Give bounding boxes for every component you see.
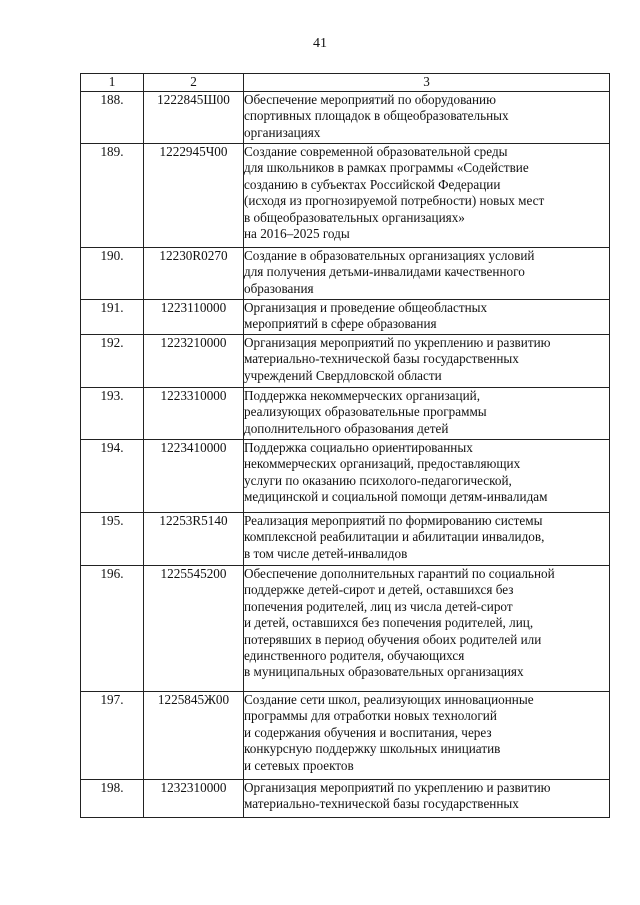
description-line: попечения родителей, лиц из числа детей-сирот (244, 598, 513, 614)
description-line: для школьников в рамках программы «Содействие (244, 160, 529, 176)
description-line: спортивных площадок в общеобразовательных (244, 108, 509, 124)
description-line: услуги по оказанию психолого-педагогической, (244, 472, 512, 488)
budget-code: 12230R0270 (144, 248, 244, 300)
description-line: единственного родителя, обучающихся (244, 648, 465, 664)
row-number: 196. (81, 566, 144, 692)
description-line: и содержания обучения и воспитания, через (244, 724, 492, 740)
budget-code: 1223110000 (144, 300, 244, 335)
header-col-3: 3 (244, 74, 610, 92)
row-description (244, 566, 610, 692)
description-line: поддержке детей-сирот и детей, оставшихся без (244, 582, 514, 598)
table-row (81, 566, 610, 692)
table-row (81, 335, 610, 388)
description-line: мероприятий в сфере образования (244, 316, 437, 332)
budget-code: 1223410000 (144, 440, 244, 513)
table-row (81, 388, 610, 440)
description-line: на 2016–2025 годы (244, 226, 350, 242)
description-line: медицинской и социальной помощи детям-инвалидам (244, 489, 548, 505)
description-line: дополнительного образования детей (244, 420, 449, 436)
row-number: 198. (81, 780, 144, 818)
budget-code-table (80, 73, 610, 818)
budget-code: 1232310000 (144, 780, 244, 818)
description-line: для получения детьми-инвалидами качественного (244, 264, 525, 280)
row-description (244, 692, 610, 780)
table-row (81, 780, 610, 818)
description-line: комплексной реабилитации и абилитации инвалидов, (244, 529, 545, 545)
description-line: программы для отработки новых технологий (244, 708, 497, 724)
row-number: 197. (81, 692, 144, 780)
description-line: некоммерческих организаций, предоставляющих (244, 456, 521, 472)
row-number: 191. (81, 300, 144, 335)
description-line: Обеспечение дополнительных гарантий по социальной (244, 566, 555, 581)
table-body (81, 92, 610, 818)
description-line: Организация мероприятий по укреплению и развитию (244, 335, 551, 350)
page-number: 41 (313, 36, 327, 51)
budget-code: 1225845Ж00 (144, 692, 244, 780)
description-line: конкурсную поддержку школьных инициатив (244, 741, 501, 757)
description-line: материально-технической базы государственных (244, 351, 519, 367)
description-line: в муниципальных образовательных организациях (244, 664, 524, 680)
budget-code: 1222845Ш00 (144, 92, 244, 144)
row-description (244, 335, 610, 388)
row-description (244, 300, 610, 335)
header-col-1: 1 (81, 74, 144, 92)
description-line: Поддержка некоммерческих организаций, (244, 388, 480, 403)
description-line: учреждений Свердловской области (244, 367, 442, 383)
table-row (81, 144, 610, 248)
description-line: и сетевых проектов (244, 757, 354, 773)
row-number: 189. (81, 144, 144, 248)
budget-code: 1223210000 (144, 335, 244, 388)
description-line: материально-технической базы государственных (244, 796, 519, 812)
table-row (81, 440, 610, 513)
row-number: 188. (81, 92, 144, 144)
budget-code: 1222945Ч00 (144, 144, 244, 248)
row-description (244, 513, 610, 566)
description-line: Организация и проведение общеобластных (244, 300, 488, 315)
description-line: Реализация мероприятий по формированию системы (244, 513, 543, 528)
row-number: 195. (81, 513, 144, 566)
description-line: в том числе детей-инвалидов (244, 545, 408, 561)
budget-code: 1223310000 (144, 388, 244, 440)
description-line: Поддержка социально ориентированных (244, 440, 473, 455)
row-description (244, 388, 610, 440)
row-description (244, 780, 610, 818)
table-row (81, 300, 610, 335)
row-number: 190. (81, 248, 144, 300)
description-line: и детей, оставшихся без попечения родителей, лиц, (244, 615, 534, 631)
row-number: 193. (81, 388, 144, 440)
description-line: Создание сети школ, реализующих инновационные (244, 692, 534, 707)
description-line: организациях (244, 124, 321, 140)
description-line: (исходя из прогнозируемой потребности) новых мест (244, 193, 545, 209)
description-line: Создание современной образовательной среды (244, 144, 508, 159)
description-line: Создание в образовательных организациях условий (244, 248, 535, 263)
row-description (244, 144, 610, 248)
row-number: 192. (81, 335, 144, 388)
description-line: созданию в субъектах Российской Федерации (244, 176, 501, 192)
description-line: Обеспечение мероприятий по оборудованию (244, 92, 496, 107)
description-line: образования (244, 280, 314, 296)
description-line: реализующих образовательные программы (244, 404, 487, 420)
row-number: 194. (81, 440, 144, 513)
table-row (81, 92, 610, 144)
row-description (244, 440, 610, 513)
row-description (244, 248, 610, 300)
description-line: потерявших в период обучения обоих родителей или (244, 631, 542, 647)
header-col-2: 2 (144, 74, 244, 92)
row-description (244, 92, 610, 144)
table-row (81, 248, 610, 300)
table-row (81, 692, 610, 780)
table-row (81, 513, 610, 566)
budget-code: 1225545200 (144, 566, 244, 692)
description-line: Организация мероприятий по укреплению и развитию (244, 780, 551, 795)
description-line: в общеобразовательных организациях» (244, 209, 465, 225)
table-header-row (81, 74, 610, 92)
budget-code: 12253R5140 (144, 513, 244, 566)
